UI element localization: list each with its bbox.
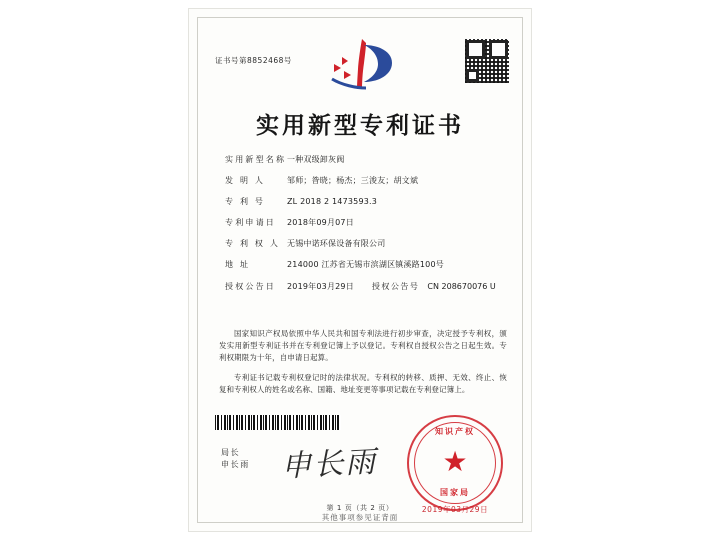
grant-number-label: 授权公告号 [371, 281, 420, 291]
seal-text-bottom: 国家局 [440, 487, 470, 497]
paragraph: 专利证书记载专利权登记时的法律状况。专利权的转移、质押、无效、终止、恢复和专利权人的姓名或名称、国籍、地址变更等事项记载在专利登记簿上。 [219, 372, 507, 394]
field-value: ZL 2018 2 1473593.3 [287, 197, 378, 207]
field-row [225, 218, 505, 228]
field-value: 214000 江苏省无锡市滨湖区镇溪路100号 [287, 260, 444, 270]
certificate-number: 证书号第8852468号 [215, 56, 292, 65]
signature-name: 申长雨 [221, 460, 250, 470]
field-row [225, 260, 505, 270]
field-label: 专利申请日 [225, 218, 276, 228]
barcode-icon [215, 415, 341, 430]
official-seal [407, 415, 503, 514]
grant-row [225, 282, 505, 292]
paragraph: 国家知识产权局依照中华人民共和国专利法进行初步审查，决定授予专利权，颁发实用新型专利证书并在专利登记簿上予以登记。专利权自授权公告之日起生效。专利权期限为十年，自申请日起算。 [219, 329, 507, 363]
field-row [225, 197, 505, 207]
field-label: 专 利 号 [225, 197, 266, 207]
patent-office-emblem-icon [189, 35, 531, 97]
field-row [225, 176, 505, 186]
body-text [219, 321, 507, 401]
page-number: 第 1 页（共 2 页） [326, 504, 394, 512]
field-value: 邹师；昝晓；杨杰；三浚友；胡文斌 [287, 176, 419, 186]
field-label: 地 址 [225, 260, 251, 270]
footer-note: 其他事项参见证背面 [321, 513, 399, 522]
field-list [225, 155, 505, 303]
field-row [225, 155, 505, 165]
field-row [225, 239, 505, 249]
page-title: 实用新型专利证书 [256, 112, 464, 139]
certificate-sheet [188, 8, 532, 532]
field-label: 实用新型名称 [225, 155, 287, 164]
grant-date-label: 授权公告日 [225, 281, 276, 291]
field-value: 无锡中诺环保设备有限公司 [287, 239, 386, 249]
grant-number-value: CN 208670076 U [427, 281, 496, 291]
seal-text-top: 知识产权 [435, 426, 475, 436]
grant-date-value: 2019年03月29日 [287, 281, 354, 291]
seal-star-icon: ★ [442, 444, 468, 478]
seal-date: 2019年03月29日 [421, 505, 489, 514]
field-label: 专 利 权 人 [225, 239, 281, 249]
signature-label [221, 447, 250, 472]
field-label: 发 明 人 [225, 176, 266, 186]
field-value: 2018年09月07日 [287, 218, 354, 228]
handwritten-signature: 申长雨 [280, 444, 379, 485]
signature-title: 局长 [221, 448, 241, 457]
field-value: 一种双级卸灰阀 [287, 155, 345, 164]
